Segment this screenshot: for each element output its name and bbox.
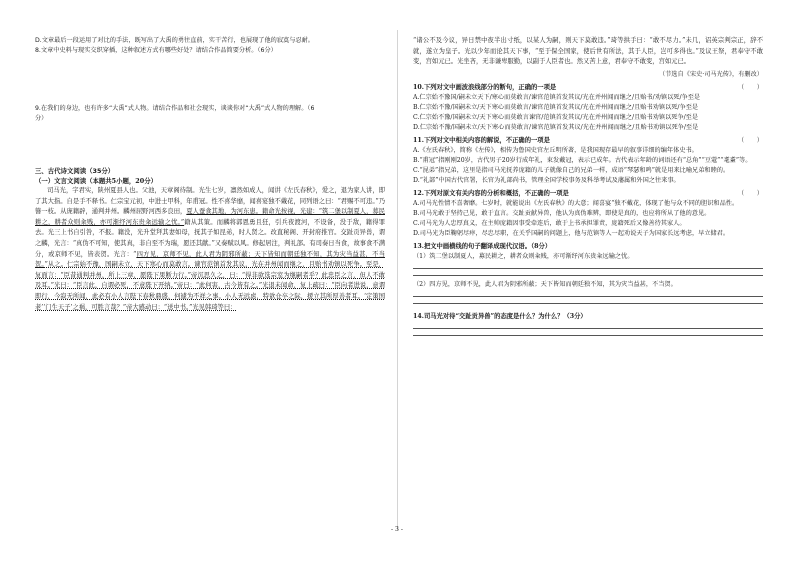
q10-option-a[interactable]: A.仁宗始不豫国/嗣未立天下/寒心而莫敢言/谏官范镇首发其议/光在并州闻而继之/且贻书/劝镇以死/争至是 [413, 93, 701, 101]
passage-underlined-1: 夏人蚕食其地，为河东患。籍命光按视，光建：“筑二堡以制夏人，募民耕之，耕者众则籴贱，亦可渐纾河东贵籴远输之忧。” [35, 208, 385, 226]
column-divider [397, 30, 398, 530]
q11-answer-bracket[interactable]: （ ） [737, 136, 763, 144]
passage-source: （节选自《宋史·司马光传》，有删改） [658, 70, 763, 78]
q10-option-b[interactable]: B.仁宗始不豫/国嗣未立/天下寒心而莫敢言/谏官范镇首发其议/光在并州闻而继之/且贻书劝镇以死/争至是 [413, 103, 699, 111]
q10-option-d[interactable]: D.仁宗始不豫/国嗣未立/天下寒心而莫敢言/谏官范镇首发其议/光在并州闻而继之/且贻书劝镇以死争/至是 [413, 123, 699, 131]
q9-stem-line1: 9.在我们的身边，也有许多“大禹”式人物。请结合作品和社会现实，谈谈你对“大禹”式人物的理解。（6 [35, 105, 315, 112]
passage-part-a: 司马光，字君实，陕州夏县人也。父池，天章阁待制。光生七岁，凛然如成人，闻讲《左氏春秋》，爱之，退为家人讲，即了其大指。自是手不释书。仁宗宝元初，中进士甲科，年甫冠。性不喜华靡，闻喜宴独不戴花，同列语之曰：“君赐不可违。”乃簪一枝。从庞籍辟，通判并州。麟州屈野河西多良田， [35, 187, 385, 216]
classical-passage [35, 186, 385, 313]
q12-option-b[interactable]: B.司马光敢于坚持己见，敢于直言。交趾贡献异兽，他认为真伪难辨，即使是真的，也应将所从了他的意见。 [413, 209, 711, 217]
q11-option-d[interactable]: D.“礼部”中国古代官署，长官为礼部尚书，管理全国学校事务及科举考试及藩属和外国之往来事。 [413, 176, 680, 184]
passage-part-b: 籍从其策。而麟将郭恩勇且狂，引兵夜渡河，不设备，没于敌，籍得罪去。光三上书自引咎，不报。籍没，光升堂拜其妻如母，抚其子如昆弟，时人贤之。改直秘阁、开封府推官。交趾贡异兽，谓之麟，光言：“真伪不可知，使其真，非自至不为瑞，愿还其献。”又奏赋以风。修起居注，判礼部。有司奏日当食，故事食不满分，或京师不见，皆表贺。光言：“ [35, 218, 386, 258]
section-title: 三、古代诗文阅读（35分） [35, 167, 115, 175]
q13-sentence-2: （2）四方见，京师不见，此人君为阴邪所蔽；天下皆知而朝廷独不知，其为灾当益甚，不当贺。 [413, 280, 677, 288]
q12-option-c[interactable]: C.司马光为人忠厚真义，在主帅庞籍因事受牵连后，敢于上书承担罪责，庞籍死后又像善待其家人。 [413, 219, 686, 227]
q10-option-c[interactable]: C.仁宗始不豫/国嗣未立/天下寒心而莫敢言谏官/范镇首发其议/光在并州闻而继之/且贻书劝镇以死争/至是 [413, 113, 699, 121]
q13-2-answer-line-2[interactable] [413, 303, 763, 304]
q11-option-b[interactable]: B.“甫冠”指刚刚20岁，古代男子20岁行成年礼，束发戴冠，表示已成年。古代表示年龄的词语还有“总角”“豆蔻”“耄耋”等。 [413, 156, 752, 164]
left-column [35, 36, 385, 313]
q10-answer-bracket[interactable]: （ ） [737, 83, 763, 91]
q14-answer-line-2[interactable] [413, 335, 763, 336]
q14-stem: 14.司马光对待“交趾贡异兽”的态度是什么？为什么？（3分） [413, 312, 587, 320]
q11-option-c[interactable]: C.“昆弟”指兄弟，这里是指司马光抚养庞籍的儿子就像自己的兄弟一样，成语“琴瑟和鸣”就是用来比喻兄弟和睦的。 [413, 166, 730, 174]
q9-stem-line2: 分） [35, 115, 48, 122]
q13-stem: 13.把文中画横线的句子翻译成现代汉语。（8分） [413, 242, 552, 250]
q13-2-answer-line-1[interactable] [413, 296, 763, 297]
passage-cont-2: 无非谦卑服勤，以副于人臣者也。然又苦上意，君奉守不敢变，宫如元已。 [482, 58, 691, 66]
q13-1-answer-line-1[interactable] [413, 268, 763, 269]
q11-option-a[interactable]: A.《左氏春秋》，简称《左传》，相传为鲁国史官左丘明所著，是我国现存最早的叙事详细的编年体史书。 [413, 146, 698, 154]
q14-answer-line-1[interactable] [413, 328, 763, 329]
sub-title: （一）文言文阅读（本题共5小题，20分） [35, 177, 157, 185]
q10-stem: 10.下列对文中画波浪线部分的断句，正确的一项是 （ ） [413, 83, 763, 91]
q12-option-d[interactable]: D.司马光为臣鞠躬尽瘁，尽忠尽职，在关乎国嗣的问题上，他与范镇等人一起劝说天子为国家长远考虑，早立储君。 [413, 229, 730, 237]
passage-part-c: ”从之。仁宗始不豫，国嗣未立，天下寒心而莫敢言。谏官范镇首发其议，光在并州闻而继之，且贻书劝镇以死争。至是，复面言：“臣昔通判并州，所上三章，愿陛下果断力行。”帝沉思久之，曰：“得非欲选宗室为继嗣者乎？此忠臣之言，但人不敢及耳。”光曰：“臣言此，自谓必死，不意陛下开纳。”帝曰：“此何害，古今皆有之。”光退未闻命，复上疏曰：“臣向者进说，意谓即行，今寂无所闻，此必有小人言陛下春秋鼎盛，何遽为不祥之事。小人无远虑，特欲仓卒之际，援立其所厚善者耳。‘定策国老’‘门生天子’之祸，可胜言哉？”帝大感动曰：“送中书。”光见韩琦等曰： [35, 261, 385, 311]
q8-stem: 8.文章中史料与现实交织穿插，这种叙述方式有哪些好处？请结合作品简要分析。（6分） [35, 47, 277, 54]
passage-continued [413, 36, 763, 68]
q12-answer-bracket[interactable]: （ ） [737, 189, 763, 197]
q11-stem: 11.下列对文中相关内容的解说，不正确的一项是 （ ） [413, 136, 763, 144]
page-number: - 3 - [390, 526, 404, 533]
q12-option-a[interactable]: A.司马光性情不喜奢靡。七岁时，就能说出《左氏春秋》的大意；闻喜宴“独不戴花，体现了他与众不同的胆识和品性。 [413, 199, 739, 207]
q13-sentence-1: （1）筑二堡以制夏人，募民耕之，耕者众则籴贱，亦可渐纾河东贵籴远输之忧。 [413, 252, 634, 260]
q7-option-d: D.文章最后一段运用了对比的手法，既写出了大禹的勇往直前，实干苦行，也展现了他的寂寞与忍耐。 [35, 37, 314, 44]
q12-stem: 12.下列对原文有关内容的分析和概括，不正确的一项是 （ ） [413, 189, 763, 197]
passage-cont-1: “诸公不及今议，异日禁中夜半出寸纸，以某人为嗣，则天下莫敢违。”琦等拱手曰：“敢不尽力。”未几，诏英宗判宗正，辞不就，遂立为皇子。光以少年而论其天下事，“至于保全国家，使后世有所法，其于人臣，岂可多得也。”及议王祭，君奉守不敢变，宫如元已。光坐吝， [413, 37, 763, 66]
right-column [413, 36, 763, 336]
passage-underlined-2: 四方见，京师不见，此人君为阴邪所蔽；天下皆知而朝廷独不知，其为灾当益甚，不当贺。 [35, 250, 385, 269]
